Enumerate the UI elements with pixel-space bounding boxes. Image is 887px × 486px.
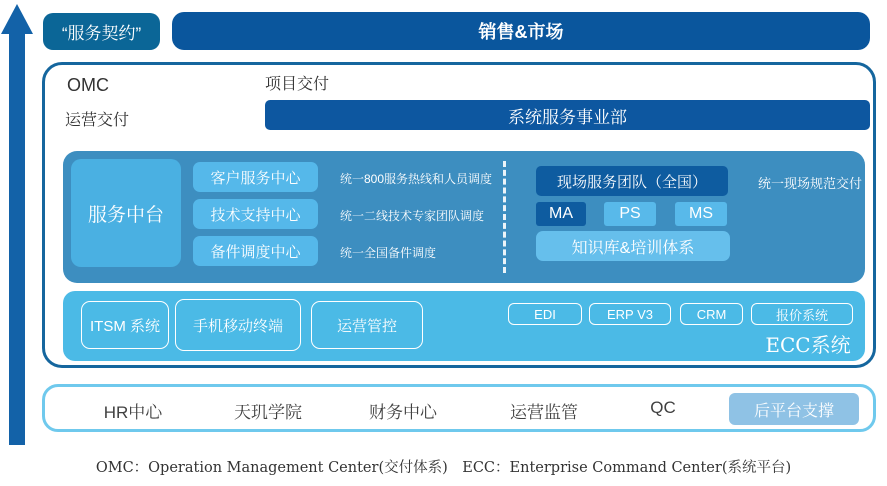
sales-market-bar xyxy=(172,12,870,50)
tag-ms-label: MS xyxy=(689,205,713,222)
field-standard-note: 统一现场规范交付 xyxy=(758,176,863,191)
mobile-terminal-box xyxy=(175,299,301,351)
hr-center-label: HR中心 xyxy=(103,403,163,422)
crm-box xyxy=(680,303,743,325)
omc-label: OMC xyxy=(67,75,109,95)
edi-box xyxy=(508,303,582,325)
field-service-team-block xyxy=(536,166,728,196)
parts-dispatch-note: 统一全国备件调度 xyxy=(340,246,437,260)
service-contract-label: “服务契约” xyxy=(61,24,142,43)
knowledge-training-block xyxy=(536,231,730,261)
ops-control-box xyxy=(311,301,423,349)
service-contract-badge xyxy=(43,13,160,50)
finance-center-label: 财务中心 xyxy=(369,403,437,422)
tag-ma-label: MA xyxy=(549,205,573,222)
division-bar-label: 系统服务事业部 xyxy=(508,107,627,127)
back-platform-support-badge xyxy=(729,393,859,425)
spare-parts-center-label: 备件调度中心 xyxy=(210,243,301,261)
system-service-division-bar xyxy=(265,100,870,130)
up-arrow-icon xyxy=(1,4,33,34)
edi-label: EDI xyxy=(534,306,556,322)
tech-support-center-block xyxy=(193,199,318,229)
service-middle-panel xyxy=(63,151,865,283)
project-delivery-label: 项目交付 xyxy=(265,76,330,93)
knowledge-training-label: 知识库&培训体系 xyxy=(571,239,695,257)
tag-ps-label: PS xyxy=(619,205,641,222)
qc-label: QC xyxy=(650,398,676,417)
service-platform-block xyxy=(71,159,181,267)
mobile-terminal-label: 手机移动终端 xyxy=(192,317,283,335)
quote-system-box xyxy=(751,303,853,325)
omc-container xyxy=(42,62,876,368)
customer-service-center-label: 客户服务中心 xyxy=(210,169,301,187)
itsm-system-box xyxy=(81,301,169,349)
tianji-academy-label: 天玑学院 xyxy=(234,403,302,422)
erp-box xyxy=(589,303,671,325)
dashed-divider xyxy=(503,161,506,273)
ops-control-label: 运营管控 xyxy=(336,317,397,335)
systems-band xyxy=(63,291,865,361)
back-platform-support-row xyxy=(42,384,876,432)
expert-dispatch-note: 统一二线技术专家团队调度 xyxy=(340,209,485,223)
tag-ps xyxy=(604,202,656,226)
sales-market-label: 销售&市场 xyxy=(478,22,564,42)
customer-service-center-block xyxy=(193,162,318,192)
ecc-system-label: ECC系统 xyxy=(765,333,851,357)
service-platform-label: 服务中台 xyxy=(87,204,164,226)
crm-label: CRM xyxy=(696,306,727,322)
tag-ms xyxy=(675,202,727,226)
erp-label: ERP V3 xyxy=(606,306,653,322)
itsm-system-label: ITSM 系统 xyxy=(90,317,160,335)
quote-system-label: 报价系统 xyxy=(775,307,828,323)
abbreviation-footnote: OMC：Operation Management Center(交付体系) ECC：Enterprise Command Center(系统平台) xyxy=(95,460,792,476)
spare-parts-center-block xyxy=(193,236,318,266)
field-service-team-label: 现场服务团队（全国） xyxy=(556,173,707,191)
tag-ma xyxy=(536,202,586,226)
operation-delivery-label: 运营交付 xyxy=(65,112,130,129)
back-platform-support-label: 后平台支撑 xyxy=(753,402,834,420)
tech-support-center-label: 技术支持中心 xyxy=(210,206,301,224)
hotline-dispatch-note: 统一800服务热线和人员调度 xyxy=(340,172,493,186)
ops-supervision-label: 运营监管 xyxy=(510,403,578,422)
up-arrow-shaft xyxy=(9,32,25,445)
